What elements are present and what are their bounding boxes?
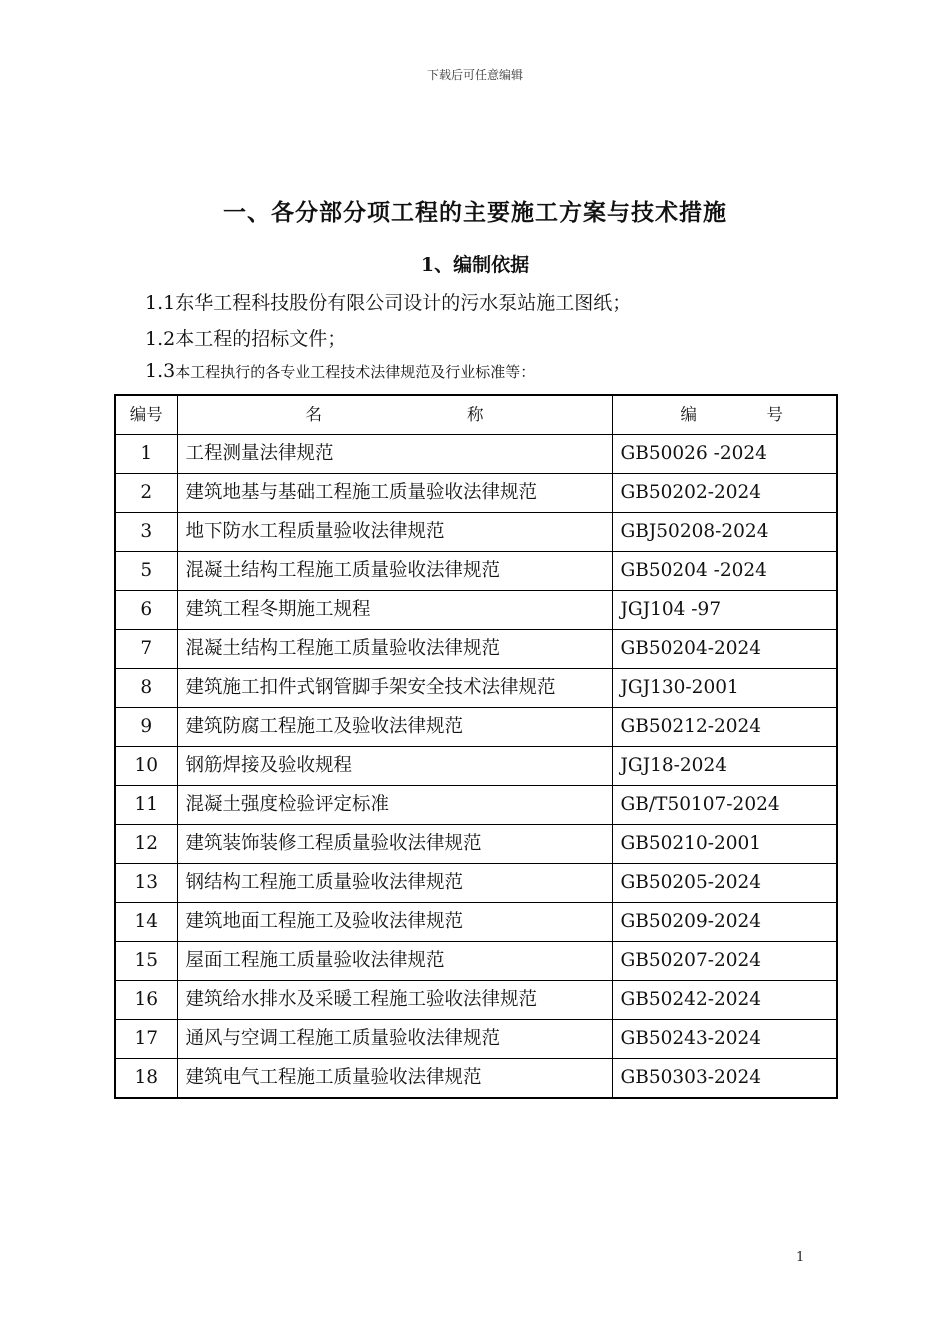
- standard-name: 建筑地面工程施工及验收法律规范: [177, 903, 612, 942]
- header-note: 下载后可任意编辑: [426, 68, 523, 82]
- standard-name: 建筑装饰装修工程质量验收法律规范: [177, 825, 612, 864]
- table-row: [115, 903, 837, 942]
- row-number: 8: [115, 669, 177, 708]
- row-number: 5: [115, 552, 177, 591]
- standard-name: 建筑防腐工程施工及验收法律规范: [177, 708, 612, 747]
- row-number: 1: [115, 435, 177, 474]
- row-number: 18: [115, 1059, 177, 1099]
- table-row: [115, 1020, 837, 1059]
- table-row: [115, 513, 837, 552]
- section-title: 1、编制依据: [420, 254, 530, 276]
- row-number: 2: [115, 474, 177, 513]
- row-number: 13: [115, 864, 177, 903]
- table-row: [115, 669, 837, 708]
- row-number: 14: [115, 903, 177, 942]
- standard-name: 钢结构工程施工质量验收法律规范: [177, 864, 612, 903]
- standard-name: 通风与空调工程施工质量验收法律规范: [177, 1020, 612, 1059]
- row-number: 11: [115, 786, 177, 825]
- row-number: 16: [115, 981, 177, 1020]
- standard-name: 钢筋焊接及验收规程: [177, 747, 612, 786]
- item-number: 1.3: [145, 360, 176, 382]
- standard-code: GB50242-2024: [612, 981, 837, 1020]
- table-row: [115, 552, 837, 591]
- row-number: 12: [115, 825, 177, 864]
- row-number: 7: [115, 630, 177, 669]
- standard-code: GB50209-2024: [612, 903, 837, 942]
- item-text: 本工程的招标文件；: [175, 328, 347, 350]
- standard-code: GB50207-2024: [612, 942, 837, 981]
- table-header-row: [115, 395, 837, 435]
- row-number: 3: [115, 513, 177, 552]
- standard-name: 工程测量法律规范: [177, 435, 612, 474]
- standard-name: 地下防水工程质量验收法律规范: [177, 513, 612, 552]
- table-row: [115, 591, 837, 630]
- standard-code: GB50205-2024: [612, 864, 837, 903]
- standard-code: GB50303-2024: [612, 1059, 837, 1099]
- table-row: [115, 864, 837, 903]
- table-row: [115, 435, 837, 474]
- standard-code: JGJ18-2024: [612, 747, 837, 786]
- standard-name: 建筑地基与基础工程施工质量验收法律规范: [177, 474, 612, 513]
- standard-code: JGJ104 -97: [612, 591, 837, 630]
- standard-name: 建筑工程冬期施工规程: [177, 591, 612, 630]
- table-row: [115, 981, 837, 1020]
- basis-item: [145, 360, 535, 382]
- header-code-char: 编: [680, 405, 697, 424]
- item-number: 1.1: [145, 292, 176, 314]
- standard-name: 建筑电气工程施工质量验收法律规范: [177, 1059, 612, 1099]
- standard-name: 建筑给水排水及采暖工程施工验收法律规范: [177, 981, 612, 1020]
- header-no: 编号: [115, 395, 177, 435]
- table-row: [115, 708, 837, 747]
- header-code: [612, 395, 837, 435]
- header-code-char: 号: [766, 405, 783, 424]
- standard-code: GB50204 -2024: [612, 552, 837, 591]
- standard-code: GB50026 -2024: [612, 435, 837, 474]
- standard-code: GB/T50107-2024: [612, 786, 837, 825]
- row-number: 9: [115, 708, 177, 747]
- standard-name: 混凝土强度检验评定标准: [177, 786, 612, 825]
- header-name-char: 名: [305, 405, 322, 424]
- standard-code: GB50204-2024: [612, 630, 837, 669]
- standard-name: 屋面工程施工质量验收法律规范: [177, 942, 612, 981]
- standard-name: 建筑施工扣件式钢管脚手架安全技术法律规范: [177, 669, 612, 708]
- main-title: 一、各分部分项工程的主要施工方案与技术措施: [223, 199, 727, 226]
- row-number: 15: [115, 942, 177, 981]
- row-number: 17: [115, 1020, 177, 1059]
- item-text: 东华工程科技股份有限公司设计的污水泵站施工图纸；: [175, 292, 632, 314]
- basis-item: [145, 288, 631, 315]
- row-number: 10: [115, 747, 177, 786]
- page-number: 1: [796, 1250, 805, 1265]
- header-name-char: 称: [467, 405, 484, 424]
- standard-code: GB50212-2024: [612, 708, 837, 747]
- standards-table: [114, 394, 838, 1099]
- table-row: [115, 474, 837, 513]
- table-row: [115, 1059, 837, 1099]
- table-row: [115, 942, 837, 981]
- standard-name: 混凝土结构工程施工质量验收法律规范: [177, 630, 612, 669]
- table-row: [115, 786, 837, 825]
- table-row: [115, 630, 837, 669]
- standard-code: GB50210-2001: [612, 825, 837, 864]
- standard-code: GB50243-2024: [612, 1020, 837, 1059]
- row-number: 6: [115, 591, 177, 630]
- item-number: 1.2: [145, 328, 176, 350]
- table-row: [115, 825, 837, 864]
- standard-name: 混凝土结构工程施工质量验收法律规范: [177, 552, 612, 591]
- standard-code: JGJ130-2001: [612, 669, 837, 708]
- header-name: [177, 395, 612, 435]
- standard-code: GB50202-2024: [612, 474, 837, 513]
- table-row: [115, 747, 837, 786]
- standard-code: GBJ50208-2024: [612, 513, 837, 552]
- item-text: 本工程执行的各专业工程技术法律规范及行业标准等：: [175, 363, 536, 381]
- basis-item: [145, 324, 346, 351]
